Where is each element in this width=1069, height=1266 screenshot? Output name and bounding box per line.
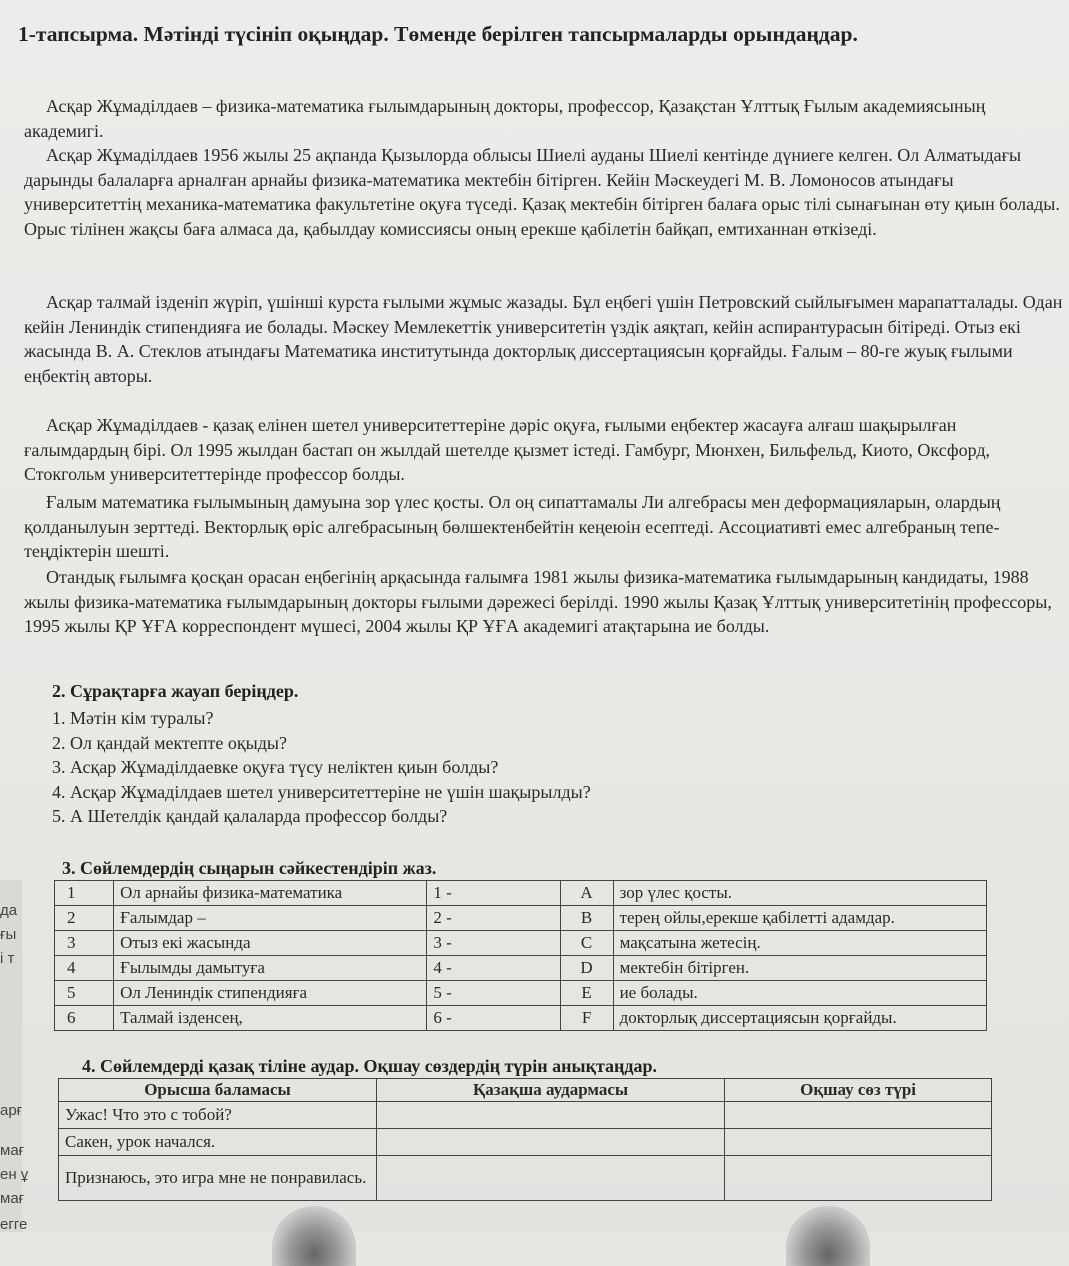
table-row (55, 906, 987, 931)
section-4-heading: 4. Сөйлемдерді қазақ тіліне аудар. Оқшау сөздердің түрін анықтаңдар. (82, 1056, 658, 1076)
sentence-end: терең ойлы,ерекше қабілетті адамдар. (613, 906, 986, 931)
row-number: 4 (55, 956, 114, 981)
edge-fragment: ғы (0, 926, 17, 943)
sentence-end: зор үлес қосты. (613, 881, 986, 906)
row-number: 3 (55, 931, 114, 956)
answer-slot[interactable]: 1 - (427, 881, 560, 906)
russian-sentence: Сакен, урок начался. (59, 1129, 377, 1156)
sentence-end: мақсатына жетесің. (613, 931, 986, 956)
table-row (59, 1129, 992, 1156)
questions-list (52, 706, 591, 829)
russian-sentence: Ужас! Что это с тобой? (59, 1102, 377, 1129)
translation-cell[interactable] (377, 1156, 725, 1201)
row-letter: B (560, 906, 613, 931)
question-item: 2. Ол қандай мектепте оқыды? (52, 732, 287, 753)
question-item: 4. Асқар Жұмаділдаев шетел университеттеріне не үшін шақырылды? (52, 781, 591, 802)
table-row (59, 1156, 992, 1201)
answer-slot[interactable]: 6 - (427, 1006, 560, 1031)
binder-ring-left (272, 1206, 356, 1266)
paragraph-3: Асқар талмай ізденіп жүріп, үшінші курста ғылыми жұмыс жазады. Бұл еңбегі үшін Петровский сыйлығымен марапатталады. Одан кейін Лениндік стипендияға ие болады. Мәскеу Мемлекеттік университетін үздік аяқтап, кейін аспирантурасын бітіреді. Отыз екі жасында В. А. Стеклов атындағы Математика институтында докторлық диссертациясын қорғайды. Ғалым – 80-ге жуық ғылыми еңбектің авторы. (24, 292, 1063, 386)
matching-table (54, 880, 987, 1031)
answer-slot[interactable]: 4 - (427, 956, 560, 981)
table-row (55, 931, 987, 956)
translation-cell[interactable] (377, 1129, 725, 1156)
sentence-start: Ол Лениндік стипендияға (114, 981, 427, 1006)
paragraph-4: Асқар Жұмаділдаев - қазақ елінен шетел университеттеріне дәріс оқуға, ғылыми еңбектер жасауға алғаш шақырылған ғалымдардың бірі. Ол 1995 жылдан бастап он жылдай шетелде қызмет істеді. Гамбург, Мюнхен, Бильфельд, Киото, Оксфорд, Стокгольм университеттерінде профессор болды. (24, 415, 991, 484)
sentence-end: докторлық диссертациясын қорғайды. (613, 1006, 986, 1031)
sentence-start: Отыз екі жасында (114, 931, 427, 956)
row-number: 5 (55, 981, 114, 1006)
paragraph-5: Ғалым математика ғылымының дамуына зор үлес қосты. Ол оң сипаттамалы Ли алгебрасы мен деформацияларын, олардың қолданылуын зерттеді. Векторлық өріс алгебрасының бөлшектенбейтін кеңеюін есептеді. Ассоциативті емес алгебраның тепе-теңдіктерін шешті. (24, 492, 1001, 561)
word-type-cell[interactable] (725, 1129, 992, 1156)
table-header-row (59, 1079, 992, 1102)
row-letter: C (560, 931, 613, 956)
edge-fragment: арғ (0, 1102, 23, 1119)
row-letter: E (560, 981, 613, 1006)
table-row (55, 956, 987, 981)
translation-table (58, 1078, 992, 1201)
table-row (55, 981, 987, 1006)
section-2-heading: 2. Сұрақтарға жауап беріңдер. (52, 681, 299, 701)
russian-sentence: Признаюсь, это игра мне не понравилась. (59, 1156, 377, 1201)
table-row (55, 881, 987, 906)
edge-fragment: мағ (0, 1142, 25, 1159)
edge-fragment: мағ (0, 1190, 25, 1207)
sentence-start: Талмай ізденсең, (114, 1006, 427, 1031)
binder-ring-right (786, 1206, 870, 1266)
paragraph-6: Отандық ғылымға қосқан орасан еңбегінің арқасында ғалымға 1981 жылы физика-математика ғылымдарының кандидаты, 1988 жылы физика-математика ғылымдарының докторы ғылыми дәрежесі берілді. 1990 жылы Қазақ Ұлттық университетінің профессоры, 1995 жылы ҚР ҰҒА корреспондент мүшесі, 2004 жылы ҚР ҰҒА академигі атақтарына ие болды. (24, 567, 1052, 636)
edge-fragment: да (0, 902, 18, 919)
sentence-end: мектебін бітірген. (613, 956, 986, 981)
question-item: 5. А Шетелдік қандай қалаларда профессор болды? (52, 806, 448, 826)
table-row (55, 1006, 987, 1031)
answer-slot[interactable]: 2 - (427, 906, 560, 931)
question-item: 3. Асқар Жұмаділдаевке оқуға түсу неліктен қиын болды? (52, 757, 499, 777)
adjacent-page-edge (0, 880, 29, 1233)
edge-fragment: егге (0, 1216, 28, 1233)
sentence-start: Ғалымдар – (114, 906, 427, 931)
edge-fragment: ен ұ (0, 1166, 29, 1183)
row-number: 6 (55, 1006, 114, 1031)
section-3-heading: 3. Сөйлемдердің сыңарын сәйкестендіріп жаз. (62, 858, 437, 878)
table-row (59, 1102, 992, 1129)
word-type-cell[interactable] (725, 1102, 992, 1129)
sentence-end: ие болады. (613, 981, 986, 1006)
edge-fragment: і т (0, 950, 15, 967)
row-letter: D (560, 956, 613, 981)
answer-slot[interactable]: 3 - (427, 931, 560, 956)
column-header: Қазақша аудармасы (377, 1079, 725, 1102)
paragraph-1: Асқар Жұмаділдаев – физика-математика ғылымдарының докторы, профессор, Қазақстан Ұлттық Ғылым академиясының академигі. (24, 96, 986, 141)
sentence-start: Ол арнайы физика-математика (114, 881, 427, 906)
row-letter: A (560, 881, 613, 906)
sentence-start: Ғылымды дамытуға (114, 956, 427, 981)
row-letter: F (560, 1006, 613, 1031)
column-header: Оқшау сөз түрі (725, 1079, 992, 1102)
task-title: 1-тапсырма. Мәтінді түсініп оқыңдар. Төменде берілген тапсырмаларды орындаңдар. (18, 22, 858, 46)
paragraph-2: Асқар Жұмаділдаев 1956 жылы 25 ақпанда Қызылорда облысы Шиелі ауданы Шиелі кентінде дүниеге келген. Ол Алматыдағы дарынды балаларға арналған арнайы физика-математика мектебін бітірген. Кейін Мәскеудегі М. В. Ломоносов атындағы университеттің механика-математика факультетіне оқуға түседі. Қазақ мектебін бітірген балаға орыс тілі сынағынан өту қиын болады. Орыс тілінен жақсы баға алмаса да, қабылдау комиссиясы оның ерекше қабілетін байқап, емтиханнан өткізеді. (24, 145, 1060, 239)
row-number: 2 (55, 906, 114, 931)
column-header: Орысша баламасы (59, 1079, 377, 1102)
word-type-cell[interactable] (725, 1156, 992, 1201)
question-item: 1. Мәтін кім туралы? (52, 708, 214, 728)
translation-cell[interactable] (377, 1102, 725, 1129)
answer-slot[interactable]: 5 - (427, 981, 560, 1006)
row-number: 1 (55, 881, 114, 906)
